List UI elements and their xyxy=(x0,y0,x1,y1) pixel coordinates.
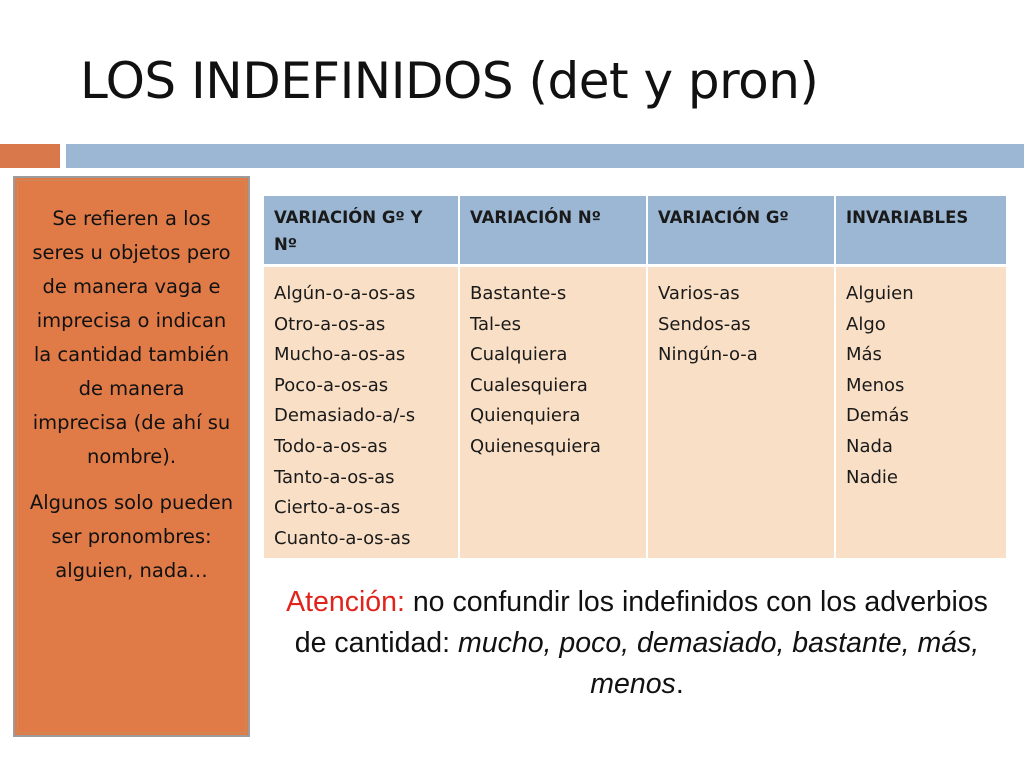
table-cell-item: Demasiado-a/-s xyxy=(274,405,416,427)
table-cell-item: Poco-a-os-as xyxy=(274,374,389,396)
indefinites-table-container xyxy=(264,196,1006,558)
attention-note xyxy=(284,582,990,705)
blue-accent-bar xyxy=(66,144,1024,168)
table-cell-item: Más xyxy=(846,344,882,366)
table-cell-item: Nada xyxy=(846,435,893,457)
attention-label: Atención: xyxy=(286,586,405,618)
table-cell-item: Bastante-s xyxy=(470,283,567,304)
adverb-examples: mucho, poco, demasiado, bastante, más, menos xyxy=(458,627,980,700)
table-row xyxy=(264,267,1006,558)
table-cell-item: Tal-es xyxy=(470,313,521,335)
table-cell-item: Quienesquiera xyxy=(470,435,601,457)
header-cell: VARIACIÓN Gº Y Nº xyxy=(264,196,460,267)
column-invariables xyxy=(836,267,1006,558)
table-cell-item: Algún-o-a-os-as xyxy=(274,283,416,304)
table-cell-item: Todo-a-os-as xyxy=(274,435,388,457)
table-cell-item: Sendos-as xyxy=(658,313,751,335)
table-cell-item: Menos xyxy=(846,374,905,396)
header-cell: VARIACIÓN Gº xyxy=(648,196,836,267)
header-cell: INVARIABLES xyxy=(836,196,1006,267)
pronoun-only-note: Algunos solo pueden ser pronombres: alguien, nada… xyxy=(29,491,234,582)
table-cell-item: Demás xyxy=(846,405,909,427)
table-cell-item: Algo xyxy=(846,313,886,335)
table-cell-item: Quienquiera xyxy=(470,405,581,427)
table-cell-item: Cualesquiera xyxy=(470,374,588,396)
table-cell-item: Cierto-a-os-as xyxy=(274,497,401,519)
table-cell-item: Cuanto-a-os-as xyxy=(274,527,411,549)
table-cell-item: Cualquiera xyxy=(470,344,568,366)
attention-end: . xyxy=(675,668,684,700)
table-cell-item: Varios-as xyxy=(658,283,740,304)
table-cell-item: Tanto-a-os-as xyxy=(274,466,395,488)
table-cell-item: Otro-a-os-as xyxy=(274,313,386,335)
attention-text: no confundir los indefinidos con los adverbios de cantidad: xyxy=(294,586,988,659)
table-cell-item: Ningún-o-a xyxy=(658,344,758,366)
column-variacion-genero-numero xyxy=(264,267,460,558)
definition-box xyxy=(13,176,250,737)
indefinites-table xyxy=(264,196,1006,558)
slide-title: LOS INDEFINIDOS (det y pron) xyxy=(80,52,819,110)
definition-text: Se refieren a los seres u objetos pero de manera vaga e imprecisa o indican la cantidad también de manera imprecisa (de ahí su nombre). xyxy=(32,207,231,468)
table-cell-item: Nadie xyxy=(846,466,898,488)
orange-accent-bar xyxy=(0,144,60,168)
table-cell-item: Alguien xyxy=(846,283,914,304)
column-variacion-genero xyxy=(648,267,836,558)
header-cell: VARIACIÓN Nº xyxy=(460,196,648,267)
table-header-row xyxy=(264,196,1006,267)
table-cell-item: Mucho-a-os-as xyxy=(274,344,406,366)
column-variacion-numero xyxy=(460,267,648,558)
